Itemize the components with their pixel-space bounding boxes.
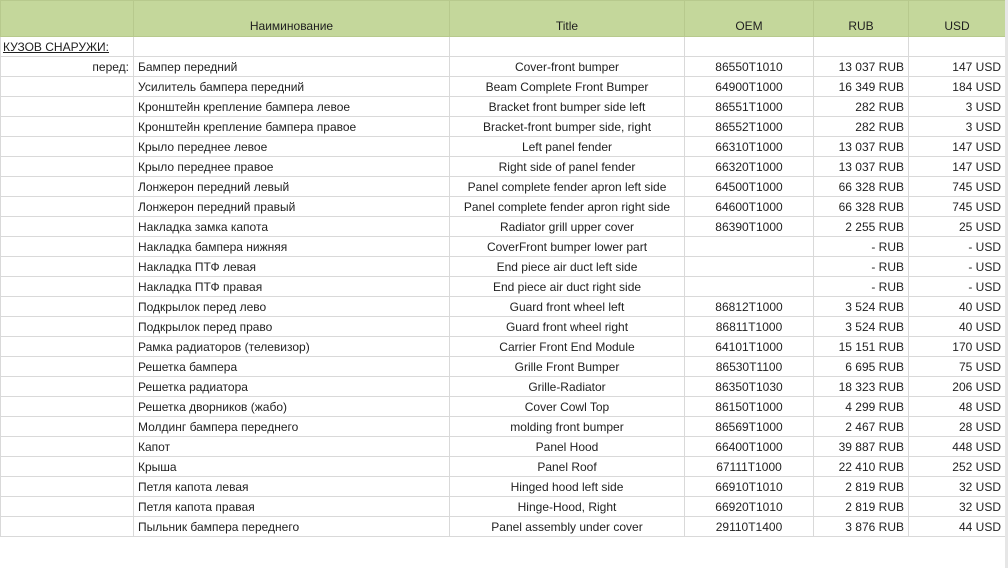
table-row <box>1 177 1006 197</box>
table-row <box>1 397 1006 417</box>
title-cell[interactable]: Carrier Front End Module <box>450 337 685 357</box>
header-cell-usd[interactable]: USD <box>909 1 1006 37</box>
usd-cell[interactable]: 75 USD <box>909 357 1006 377</box>
rub-cell[interactable]: 18 323 RUB <box>814 377 909 397</box>
rub-cell[interactable]: 2 819 RUB <box>814 477 909 497</box>
usd-cell[interactable]: 184 USD <box>909 77 1006 97</box>
title-cell[interactable]: Guard front wheel left <box>450 297 685 317</box>
empty-cell[interactable] <box>1 197 134 217</box>
rub-cell[interactable]: 66 328 RUB <box>814 177 909 197</box>
usd-cell[interactable]: 32 USD <box>909 477 1006 497</box>
empty-cell[interactable] <box>1 377 134 397</box>
empty-cell[interactable] <box>1 517 134 537</box>
name-ru-cell[interactable]: Накладка ПТФ правая <box>134 277 450 297</box>
oem-cell[interactable]: 86811T1000 <box>685 317 814 337</box>
usd-cell[interactable]: 40 USD <box>909 297 1006 317</box>
empty-cell[interactable] <box>1 317 134 337</box>
oem-cell[interactable]: 86150T1000 <box>685 397 814 417</box>
section-row <box>1 37 1006 57</box>
rub-cell[interactable]: 13 037 RUB <box>814 137 909 157</box>
title-cell[interactable]: Bracket-front bumper side, right <box>450 117 685 137</box>
oem-cell[interactable]: 66920T1010 <box>685 497 814 517</box>
name-ru-cell[interactable]: Бампер передний <box>134 57 450 77</box>
oem-cell[interactable] <box>685 237 814 257</box>
name-ru-cell[interactable]: Решетка радиатора <box>134 377 450 397</box>
name-ru-cell[interactable]: Лонжерон передний правый <box>134 197 450 217</box>
rub-cell[interactable]: 3 524 RUB <box>814 317 909 337</box>
title-cell[interactable]: Beam Complete Front Bumper <box>450 77 685 97</box>
empty-cell[interactable] <box>134 37 450 57</box>
name-ru-cell[interactable]: Подкрылок перед лево <box>134 297 450 317</box>
name-ru-cell[interactable]: Рамка радиаторов (телевизор) <box>134 337 450 357</box>
rub-cell[interactable]: 2 819 RUB <box>814 497 909 517</box>
table-row <box>1 377 1006 397</box>
usd-cell[interactable]: 745 USD <box>909 177 1006 197</box>
title-cell[interactable]: End piece air duct right side <box>450 277 685 297</box>
title-cell[interactable]: Cover-front bumper <box>450 57 685 77</box>
oem-cell[interactable]: 86552T1000 <box>685 117 814 137</box>
usd-cell[interactable]: 48 USD <box>909 397 1006 417</box>
name-ru-cell[interactable]: Решетка дворников (жабо) <box>134 397 450 417</box>
empty-cell[interactable] <box>1 497 134 517</box>
table-row <box>1 57 1006 77</box>
rub-cell[interactable]: 22 410 RUB <box>814 457 909 477</box>
name-ru-cell[interactable]: Капот <box>134 437 450 457</box>
empty-cell[interactable] <box>1 177 134 197</box>
header-cell-title[interactable]: Title <box>450 1 685 37</box>
oem-cell[interactable]: 67111T1000 <box>685 457 814 477</box>
table-row <box>1 337 1006 357</box>
table-row <box>1 257 1006 277</box>
usd-cell[interactable]: 40 USD <box>909 317 1006 337</box>
name-ru-cell[interactable]: Усилитель бампера передний <box>134 77 450 97</box>
empty-cell[interactable] <box>1 97 134 117</box>
empty-cell[interactable] <box>1 237 134 257</box>
table-row <box>1 277 1006 297</box>
title-cell[interactable]: Panel complete fender apron right side <box>450 197 685 217</box>
title-cell[interactable]: Panel complete fender apron left side <box>450 177 685 197</box>
empty-cell[interactable] <box>1 337 134 357</box>
name-ru-cell[interactable]: Решетка бампера <box>134 357 450 377</box>
oem-cell[interactable]: 86530T1100 <box>685 357 814 377</box>
header-cell-section[interactable] <box>1 1 134 37</box>
empty-cell[interactable] <box>1 217 134 237</box>
rub-cell[interactable]: 66 328 RUB <box>814 197 909 217</box>
usd-cell[interactable]: - USD <box>909 277 1006 297</box>
usd-cell[interactable]: 170 USD <box>909 337 1006 357</box>
usd-cell[interactable]: 745 USD <box>909 197 1006 217</box>
empty-cell[interactable] <box>1 357 134 377</box>
title-cell[interactable]: Bracket front bumper side left <box>450 97 685 117</box>
title-cell[interactable]: Radiator grill upper cover <box>450 217 685 237</box>
oem-cell[interactable]: 86551T1000 <box>685 97 814 117</box>
rub-cell[interactable]: 282 RUB <box>814 117 909 137</box>
usd-cell[interactable]: 252 USD <box>909 457 1006 477</box>
usd-cell[interactable]: 44 USD <box>909 517 1006 537</box>
table-row <box>1 157 1006 177</box>
usd-cell[interactable]: - USD <box>909 237 1006 257</box>
table-row <box>1 237 1006 257</box>
empty-cell[interactable] <box>1 77 134 97</box>
oem-cell[interactable]: 86390T1000 <box>685 217 814 237</box>
empty-cell[interactable] <box>1 437 134 457</box>
usd-cell[interactable]: 448 USD <box>909 437 1006 457</box>
oem-cell[interactable]: 86550T1010 <box>685 57 814 77</box>
empty-cell[interactable] <box>1 257 134 277</box>
usd-cell[interactable]: 147 USD <box>909 157 1006 177</box>
name-ru-cell[interactable]: Пыльник бампера переднего <box>134 517 450 537</box>
table-row <box>1 117 1006 137</box>
rub-cell[interactable]: 16 349 RUB <box>814 77 909 97</box>
rub-cell[interactable]: 3 876 RUB <box>814 517 909 537</box>
rub-cell[interactable]: 13 037 RUB <box>814 57 909 77</box>
oem-cell[interactable]: 66310T1000 <box>685 137 814 157</box>
header-row <box>1 1 1006 37</box>
oem-cell[interactable] <box>685 277 814 297</box>
header-cell-name-ru[interactable]: Наиминование <box>134 1 450 37</box>
name-ru-cell[interactable]: Накладка замка капота <box>134 217 450 237</box>
empty-cell[interactable] <box>909 37 1006 57</box>
name-ru-cell[interactable]: Петля капота правая <box>134 497 450 517</box>
oem-cell[interactable]: 64900T1000 <box>685 77 814 97</box>
empty-cell[interactable] <box>1 397 134 417</box>
rub-cell[interactable]: - RUB <box>814 277 909 297</box>
usd-cell[interactable]: 147 USD <box>909 137 1006 157</box>
group-label-cell[interactable]: перед: <box>1 57 134 77</box>
title-cell[interactable]: Left panel fender <box>450 137 685 157</box>
section-header-cell[interactable]: КУЗОВ СНАРУЖИ: <box>1 37 134 57</box>
title-cell[interactable]: Guard front wheel right <box>450 317 685 337</box>
rub-cell[interactable]: 39 887 RUB <box>814 437 909 457</box>
oem-cell[interactable]: 66320T1000 <box>685 157 814 177</box>
title-cell[interactable]: molding front bumper <box>450 417 685 437</box>
name-ru-cell[interactable]: Крыло переднее правое <box>134 157 450 177</box>
oem-cell[interactable]: 86812T1000 <box>685 297 814 317</box>
empty-cell[interactable] <box>1 117 134 137</box>
title-cell[interactable]: CoverFront bumper lower part <box>450 237 685 257</box>
name-ru-cell[interactable]: Кронштейн крепление бампера левое <box>134 97 450 117</box>
title-cell[interactable]: Hinge-Hood, Right <box>450 497 685 517</box>
rub-cell[interactable]: 15 151 RUB <box>814 337 909 357</box>
rub-cell[interactable]: 2 467 RUB <box>814 417 909 437</box>
title-cell[interactable]: Panel Roof <box>450 457 685 477</box>
name-ru-cell[interactable]: Петля капота левая <box>134 477 450 497</box>
oem-cell[interactable]: 66400T1000 <box>685 437 814 457</box>
usd-cell[interactable]: 28 USD <box>909 417 1006 437</box>
oem-cell[interactable]: 64500T1000 <box>685 177 814 197</box>
name-ru-cell[interactable]: Накладка ПТФ левая <box>134 257 450 277</box>
usd-cell[interactable]: - USD <box>909 257 1006 277</box>
empty-cell[interactable] <box>1 277 134 297</box>
table-row <box>1 77 1006 97</box>
title-cell[interactable]: Right side of panel fender <box>450 157 685 177</box>
usd-cell[interactable]: 32 USD <box>909 497 1006 517</box>
title-cell[interactable]: End piece air duct left side <box>450 257 685 277</box>
usd-cell[interactable]: 25 USD <box>909 217 1006 237</box>
table-row <box>1 357 1006 377</box>
oem-cell[interactable]: 66910T1010 <box>685 477 814 497</box>
table-row <box>1 97 1006 117</box>
table-row <box>1 297 1006 317</box>
name-ru-cell[interactable]: Кронштейн крепление бампера правое <box>134 117 450 137</box>
table-row <box>1 517 1006 537</box>
rub-cell[interactable]: 2 255 RUB <box>814 217 909 237</box>
table-row <box>1 197 1006 217</box>
oem-cell[interactable]: 86350T1030 <box>685 377 814 397</box>
oem-cell[interactable] <box>685 257 814 277</box>
empty-cell[interactable] <box>1 137 134 157</box>
rub-cell[interactable]: 4 299 RUB <box>814 397 909 417</box>
empty-cell[interactable] <box>1 157 134 177</box>
title-cell[interactable]: Cover Cowl Top <box>450 397 685 417</box>
table-row <box>1 317 1006 337</box>
rub-cell[interactable]: - RUB <box>814 237 909 257</box>
empty-cell[interactable] <box>1 457 134 477</box>
table-row <box>1 417 1006 437</box>
usd-cell[interactable]: 3 USD <box>909 97 1006 117</box>
header-cell-rub[interactable]: RUB <box>814 1 909 37</box>
title-cell[interactable]: Grille Front Bumper <box>450 357 685 377</box>
name-ru-cell[interactable]: Крыша <box>134 457 450 477</box>
empty-cell[interactable] <box>1 417 134 437</box>
usd-cell[interactable]: 206 USD <box>909 377 1006 397</box>
oem-cell[interactable]: 64101T1000 <box>685 337 814 357</box>
header-cell-oem[interactable]: OEM <box>685 1 814 37</box>
name-ru-cell[interactable]: Подкрылок перед право <box>134 317 450 337</box>
name-ru-cell[interactable]: Накладка бампера нижняя <box>134 237 450 257</box>
rub-cell[interactable]: 13 037 RUB <box>814 157 909 177</box>
usd-cell[interactable]: 147 USD <box>909 57 1006 77</box>
rub-cell[interactable]: 6 695 RUB <box>814 357 909 377</box>
table-row <box>1 477 1006 497</box>
title-cell[interactable]: Grille-Radiator <box>450 377 685 397</box>
table-row <box>1 437 1006 457</box>
oem-cell[interactable]: 29110T1400 <box>685 517 814 537</box>
rub-cell[interactable]: 3 524 RUB <box>814 297 909 317</box>
table-row <box>1 497 1006 517</box>
table-row <box>1 137 1006 157</box>
empty-cell[interactable] <box>814 37 909 57</box>
title-cell[interactable]: Hinged hood left side <box>450 477 685 497</box>
title-cell[interactable]: Panel assembly under cover <box>450 517 685 537</box>
oem-cell[interactable]: 86569T1000 <box>685 417 814 437</box>
empty-cell[interactable] <box>450 37 685 57</box>
table-row <box>1 217 1006 237</box>
usd-cell[interactable]: 3 USD <box>909 117 1006 137</box>
empty-cell[interactable] <box>685 37 814 57</box>
name-ru-cell[interactable]: Крыло переднее левое <box>134 137 450 157</box>
name-ru-cell[interactable]: Лонжерон передний левый <box>134 177 450 197</box>
table-row <box>1 457 1006 477</box>
name-ru-cell[interactable]: Молдинг бампера переднего <box>134 417 450 437</box>
oem-cell[interactable]: 64600T1000 <box>685 197 814 217</box>
title-cell[interactable]: Panel Hood <box>450 437 685 457</box>
empty-cell[interactable] <box>1 477 134 497</box>
rub-cell[interactable]: - RUB <box>814 257 909 277</box>
empty-cell[interactable] <box>1 297 134 317</box>
rub-cell[interactable]: 282 RUB <box>814 97 909 117</box>
